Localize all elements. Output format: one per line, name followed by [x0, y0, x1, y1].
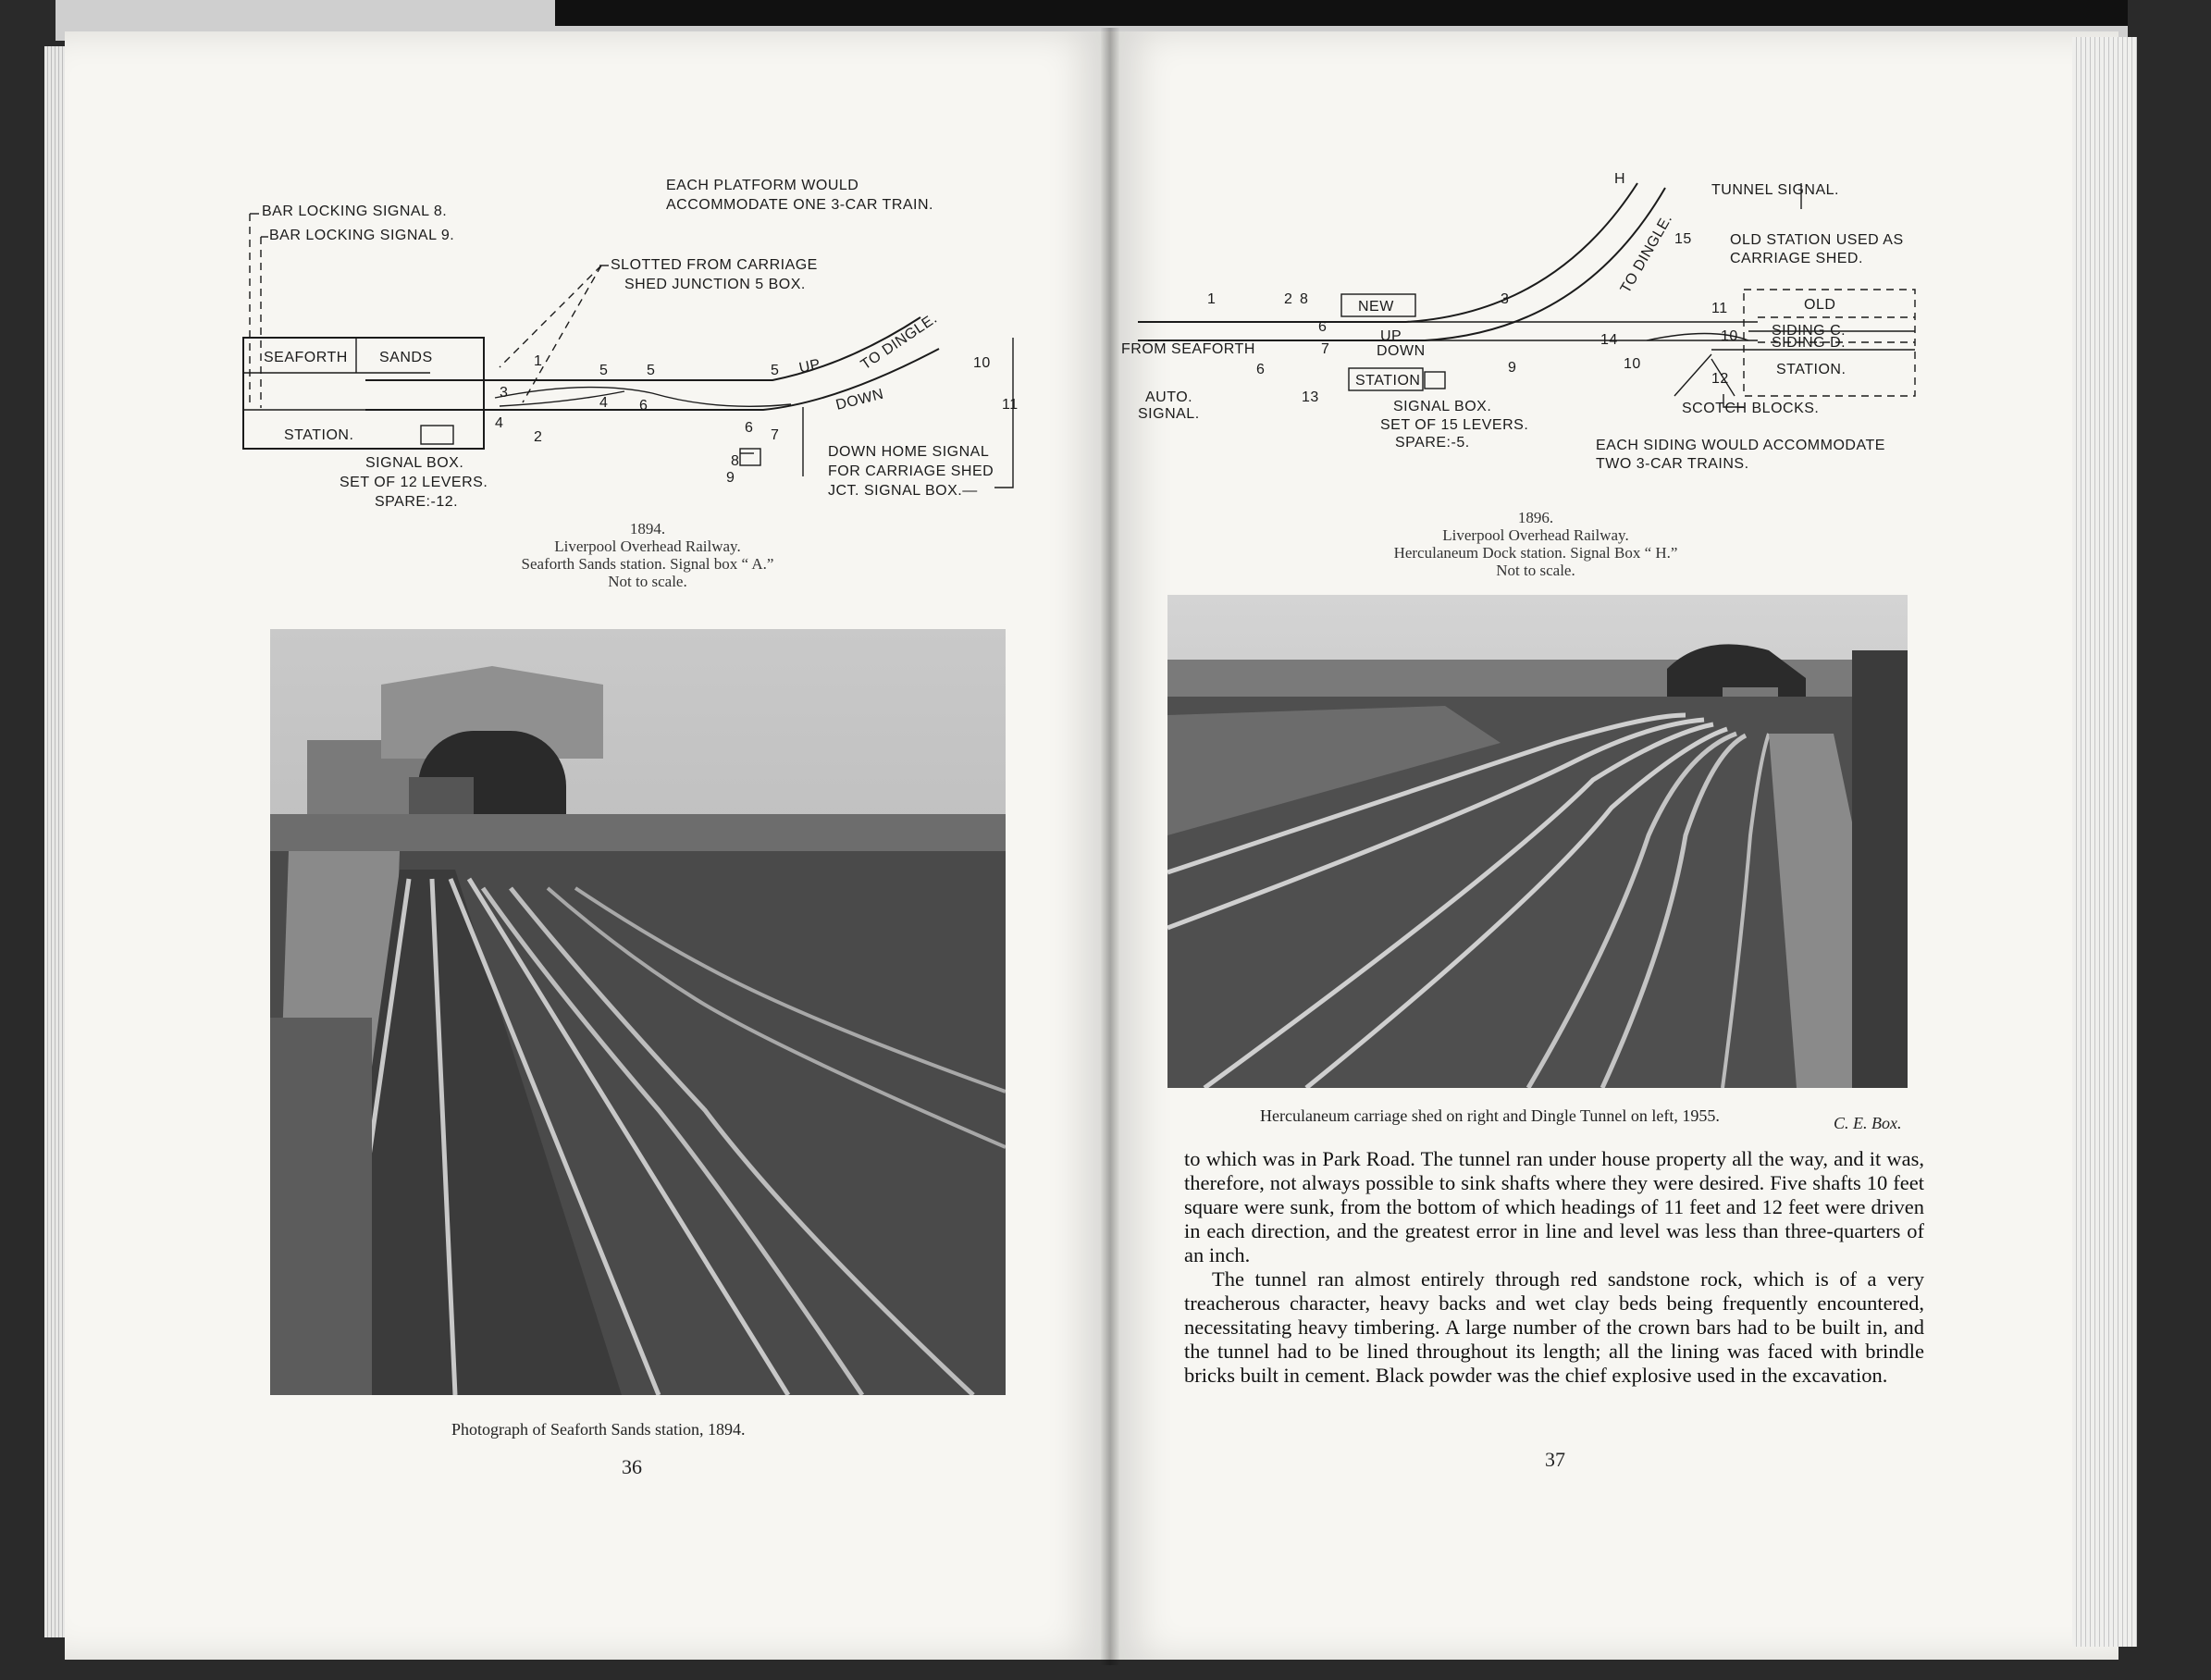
label-slotted-1: SLOTTED FROM CARRIAGE	[611, 257, 818, 273]
lever-14: 14	[1600, 332, 1618, 348]
label-down-home-3: JCT. SIGNAL BOX.—	[828, 483, 978, 499]
signal-box-symbol	[421, 426, 453, 444]
caption-line-1: Liverpool Overhead Railway.	[1442, 526, 1629, 544]
label-station: STATION.	[284, 427, 354, 443]
photo-herculaneum	[1167, 595, 1908, 1088]
lever-2: 2	[1284, 291, 1293, 307]
label-to-dingle: TO DINGLE.	[858, 310, 941, 374]
diagram-1894-caption	[444, 520, 851, 590]
lever-6b: 6	[745, 420, 754, 436]
lever-6: 6	[1318, 319, 1328, 335]
lever-5c: 5	[771, 363, 780, 378]
page-number-right: 37	[1545, 1448, 1565, 1471]
photo-caption-right: Herculaneum carriage shed on right and Dingle Tunnel on left, 1955.	[1260, 1106, 1720, 1125]
label-auto-1: AUTO.	[1145, 389, 1193, 405]
signal-h: H	[1614, 171, 1626, 187]
page-number-left: 36	[622, 1455, 642, 1478]
lever-6a: 6	[639, 398, 648, 414]
track-diagram-1896	[1119, 165, 1943, 479]
caption-year: 1894.	[629, 520, 666, 537]
photo-credit: C. E. Box.	[1834, 1114, 1902, 1132]
caption-line-2: Herculaneum Dock station. Signal Box “ H.”	[1393, 544, 1678, 562]
label-to-dingle: TO DINGLE.	[1617, 211, 1676, 296]
label-up: UP	[797, 356, 822, 377]
label-down: DOWN	[1377, 343, 1426, 359]
lever-1: 1	[534, 353, 543, 369]
lever-4a: 4	[495, 415, 504, 431]
track-diagram-1894	[236, 171, 1031, 513]
label-station: STATION	[1355, 373, 1421, 389]
caption-line-2: Seaforth Sands station. Signal box “ A.”	[521, 555, 774, 573]
caption-line-3: Not to scale.	[1496, 562, 1575, 579]
lever-5b: 5	[647, 363, 656, 378]
dingle-track-up	[1406, 183, 1637, 322]
label-scotch-blocks: SCOTCH BLOCKS.	[1682, 401, 1820, 416]
label-auto-2: SIGNAL.	[1138, 406, 1200, 422]
label-old-station-1: OLD STATION USED AS	[1730, 232, 1904, 248]
photo-seaforth-sands	[270, 629, 1006, 1395]
label-old: OLD	[1804, 297, 1836, 313]
lever-2: 2	[534, 429, 543, 445]
body-text	[1184, 1147, 1924, 1388]
dingle-track-down	[1138, 188, 1665, 340]
lever-3: 3	[1501, 291, 1510, 307]
lever-10: 10	[1624, 356, 1641, 372]
label-platform-note-1: EACH PLATFORM WOULD	[666, 178, 859, 193]
photo-caption-left: Photograph of Seaforth Sands station, 1894.	[451, 1420, 746, 1439]
label-from-seaforth: FROM SEAFORTH	[1121, 341, 1255, 357]
label-levers: SET OF 12 LEVERS.	[340, 475, 488, 490]
label-up: UP	[1380, 328, 1402, 344]
paragraph-2: The tunnel ran almost entirely through red sandstone rock, which is of a very treacherous character, heavy backs and wet clay beds being frequently encountered, necessitating heavy timbering. A large number of the crown bars had to be built in, and the tunnel had to be lined throughout its length; all the lining was faced with brindle bricks built in cement. Black powder was the chief explosive used in the excavation.	[1184, 1267, 1924, 1387]
lever-10: 10	[973, 355, 991, 371]
lever-13: 13	[1302, 389, 1319, 405]
book-cover-top	[555, 0, 2128, 26]
caption-line-3: Not to scale.	[608, 573, 687, 590]
book-spine	[1101, 28, 1119, 1665]
label-old-station-2: CARRIAGE SHED.	[1730, 251, 1863, 266]
label-siding-c: SIDING C.	[1772, 323, 1847, 339]
lever-11: 11	[1002, 397, 1019, 413]
label-levers: SET OF 15 LEVERS.	[1380, 417, 1529, 433]
label-slotted-2: SHED JUNCTION 5 BOX.	[624, 277, 806, 292]
label-tunnel-signal: TUNNEL SIGNAL.	[1711, 182, 1839, 198]
caption-line-1: Liverpool Overhead Railway.	[554, 537, 741, 555]
lever-7: 7	[1321, 341, 1330, 357]
label-platform-note-2: ACCOMMODATE ONE 3-CAR TRAIN.	[666, 197, 933, 213]
lever-9: 9	[726, 470, 735, 486]
lever-4b: 4	[599, 395, 609, 411]
label-signal-box: SIGNAL BOX.	[365, 455, 464, 471]
label-station-2: STATION.	[1776, 362, 1847, 377]
label-new: NEW	[1358, 299, 1394, 315]
lever-6b: 6	[1256, 362, 1266, 377]
label-seaforth: SEAFORTH	[264, 350, 348, 365]
lever-7: 7	[771, 427, 780, 443]
up-track	[365, 317, 920, 380]
label-spare: SPARE:-5.	[1395, 435, 1470, 451]
lever-10b: 10	[1721, 328, 1738, 344]
label-bar-locking-8: BAR LOCKING SIGNAL 8.	[262, 204, 448, 219]
label-sands: SANDS	[379, 350, 433, 365]
lever-15: 15	[1674, 231, 1692, 247]
label-each-siding-2: TWO 3-CAR TRAINS.	[1596, 456, 1749, 472]
label-signal-box: SIGNAL BOX.	[1393, 399, 1492, 414]
label-down-home-1: DOWN HOME SIGNAL	[828, 444, 990, 460]
label-down-home-2: FOR CARRIAGE SHED	[828, 463, 994, 479]
caption-year: 1896.	[1517, 509, 1554, 526]
label-each-siding-1: EACH SIDING WOULD ACCOMMODATE	[1596, 438, 1885, 453]
label-siding-d: SIDING D.	[1772, 335, 1847, 351]
lever-8: 8	[731, 453, 740, 469]
label-down: DOWN	[834, 386, 886, 414]
lever-9: 9	[1508, 360, 1517, 376]
label-spare: SPARE:-12.	[375, 494, 459, 510]
lever-8: 8	[1300, 291, 1309, 307]
diagram-1896-caption	[1323, 509, 1748, 579]
lever-12: 12	[1711, 371, 1729, 387]
lever-1: 1	[1207, 291, 1217, 307]
lever-5a: 5	[599, 363, 609, 378]
right-page-stack	[2072, 37, 2137, 1647]
label-bar-locking-9: BAR LOCKING SIGNAL 9.	[269, 228, 455, 243]
lever-11: 11	[1711, 301, 1728, 316]
paragraph-1: to which was in Park Road. The tunnel ran under house property all the way, and it was, therefore, not always possible to sink shafts where they were desired. Five shafts 10 feet square were sunk, from the bottom of which headings of 11 feet and 12 feet were driven in each direction, and the greatest error in line and level was less than three-quarters of an inch.	[1184, 1147, 1924, 1266]
lever-3: 3	[500, 385, 509, 401]
